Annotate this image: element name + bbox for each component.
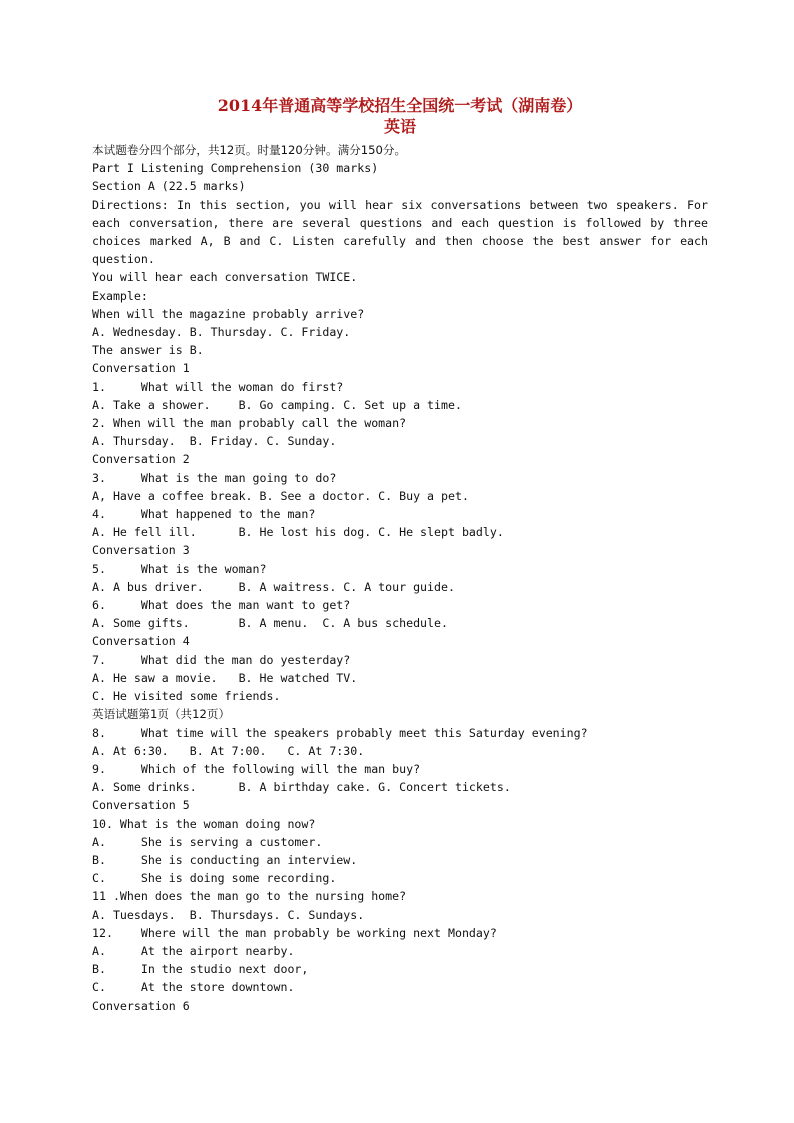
question: 12. Where will the man probably be working next Monday? <box>92 925 497 940</box>
example-answer: The answer is B. <box>92 343 204 358</box>
question: 6. What does the man want to get? <box>92 598 351 613</box>
answer-options: A. Thursday. B. Friday. C. Sunday. <box>92 434 337 449</box>
question: 2. When will the man probably call the woman? <box>92 416 407 431</box>
answer-options: A. He saw a movie. B. He watched TV. <box>92 670 358 685</box>
answer-options: A. A bus driver. B. A waitress. C. A tour guide. <box>92 579 455 594</box>
conversation-heading: Conversation 3 <box>92 543 190 558</box>
answer-option: A. At the airport nearby. <box>92 943 295 958</box>
question: 5. What is the woman? <box>92 561 267 576</box>
answer-options: A. He fell ill. B. He lost his dog. C. He slept badly. <box>92 525 504 540</box>
part-heading: Part I Listening Comprehension (30 marks) <box>92 161 379 176</box>
question: 11 .When does the man go to the nursing home? <box>92 889 407 904</box>
conversation-heading: Conversation 5 <box>92 798 190 813</box>
directions-text: Directions: In this section, you will hear six conversations between two speakers. For each conversation, there are several questions and each question is followed by three choices marked A, B and C. Listen carefully and then choose the best answer for each question. <box>92 197 708 267</box>
question: 9. Which of the following will the man buy? <box>92 761 421 776</box>
answer-options: A. Tuesdays. B. Thursdays. C. Sundays. <box>92 907 365 922</box>
question: 4. What happened to the man? <box>92 507 316 522</box>
question: 7. What did the man do yesterday? <box>92 652 351 667</box>
example-question: When will the magazine probably arrive? <box>92 306 365 321</box>
answer-options: A. Some drinks. B. A birthday cake. G. Concert tickets. <box>92 780 511 795</box>
answer-options: A. Take a shower. B. Go camping. C. Set up a time. <box>92 397 462 412</box>
section-heading: Section A (22.5 marks) <box>92 179 246 194</box>
page-footer: 英语试题第1页（共12页） <box>92 707 231 722</box>
conversation-heading: Conversation 1 <box>92 361 190 376</box>
answer-option: B. She is conducting an interview. <box>92 852 358 867</box>
answer-options: A. At 6:30. B. At 7:00. C. At 7:30. <box>92 743 365 758</box>
exam-page <box>92 96 708 1015</box>
question: 1. What will the woman do first? <box>92 379 344 394</box>
answer-option: A. She is serving a customer. <box>92 834 323 849</box>
example-label: Example: <box>92 288 148 303</box>
twice-note: You will hear each conversation TWICE. <box>92 270 358 285</box>
question: 3. What is the man going to do? <box>92 470 337 485</box>
exam-subject: 英语 <box>383 117 416 136</box>
exam-summary: 本试题卷分四个部分，共12页。时量120分钟。满分150分。 <box>92 143 407 157</box>
answer-option: C. She is doing some recording. <box>92 871 337 886</box>
answer-options: C. He visited some friends. <box>92 689 281 704</box>
answer-option: B. In the studio next door, <box>92 962 309 977</box>
exam-title: 2014年普通高等学校招生全国统一考试（湖南卷） <box>217 96 583 115</box>
conversation-heading: Conversation 4 <box>92 634 190 649</box>
question: 10. What is the woman doing now? <box>92 816 316 831</box>
example-options: A. Wednesday. B. Thursday. C. Friday. <box>92 325 351 340</box>
conversation-heading: Conversation 2 <box>92 452 190 467</box>
answer-option: C. At the store downtown. <box>92 980 295 995</box>
answer-options: A. Some gifts. B. A menu. C. A bus schedule. <box>92 616 448 631</box>
answer-options: A, Have a coffee break. B. See a doctor. C. Buy a pet. <box>92 488 469 503</box>
question: 8. What time will the speakers probably meet this Saturday evening? <box>92 725 588 740</box>
conversation-heading: Conversation 6 <box>92 998 190 1013</box>
